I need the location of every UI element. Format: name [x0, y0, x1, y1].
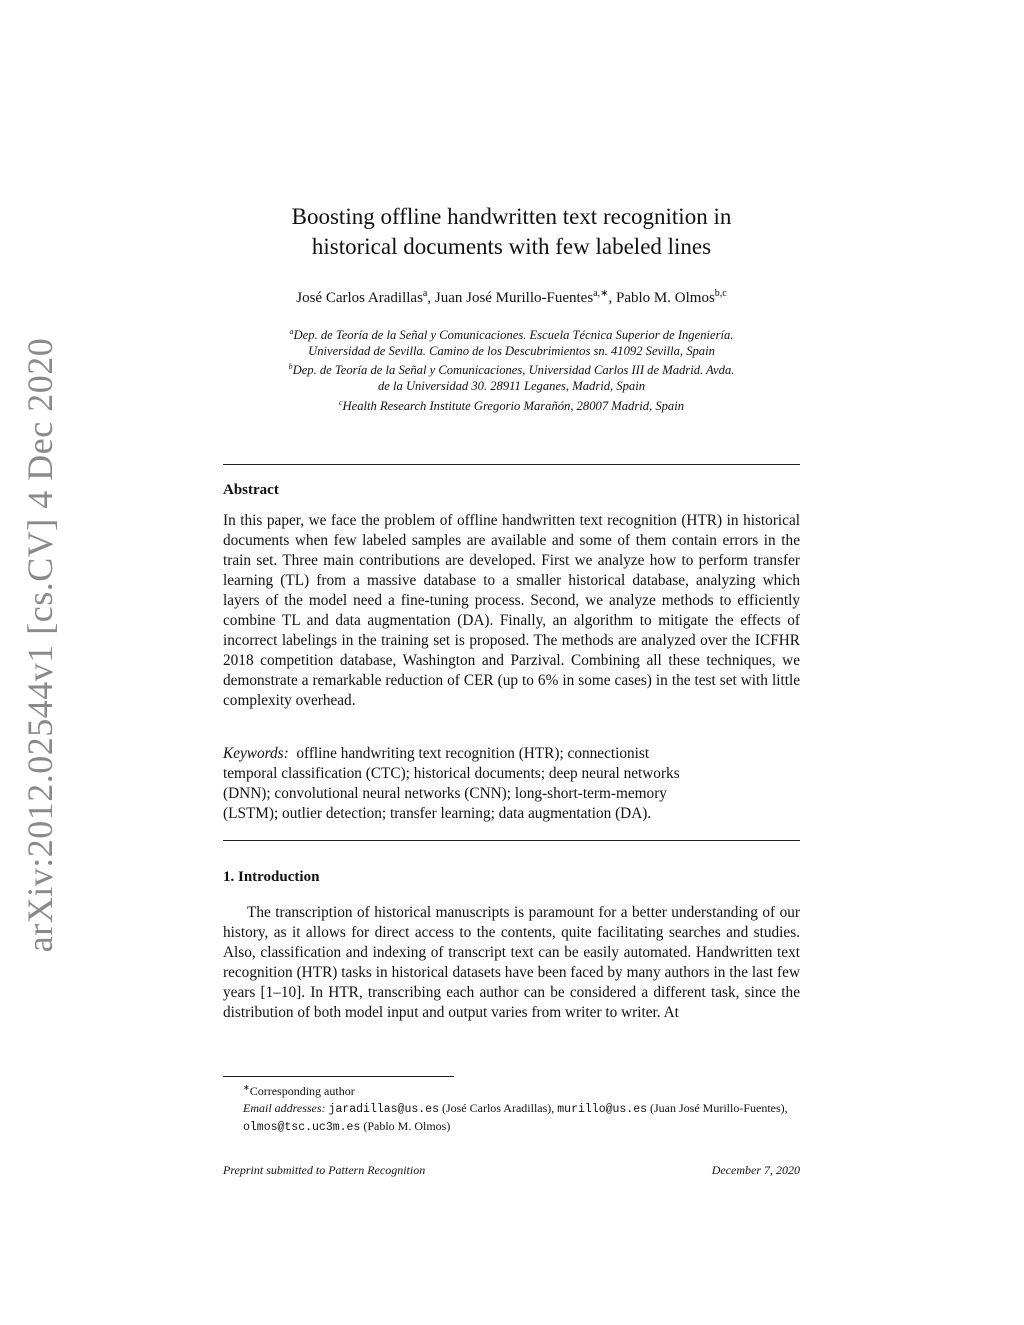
- footnotes: [223, 1079, 800, 1136]
- title-line-1: Boosting offline handwritten text recognition in: [291, 204, 732, 229]
- keywords-line: (DNN); convolutional neural networks (CNN); long-short-term-memory: [223, 785, 667, 802]
- author-name: José Carlos Aradillas: [296, 290, 423, 306]
- author-name: Juan José Murillo-Fuentes: [434, 290, 594, 306]
- email-link[interactable]: murillo@us.es: [557, 1103, 647, 1116]
- author-affil-mark: a,∗: [593, 288, 609, 299]
- affiliation-mark: a: [289, 327, 294, 336]
- affiliation-text: Health Research Institute Gregorio Marañón, 28007 Madrid, Spain: [342, 398, 685, 413]
- footnote-emails: [223, 1100, 800, 1136]
- footer-journal: Preprint submitted to Pattern Recognition: [223, 1163, 426, 1177]
- affiliation-text: Universidad de Sevilla. Camino de los Descubrimientos sn. 41092 Sevilla, Spain: [308, 343, 715, 358]
- email-link[interactable]: jaradillas@us.es: [328, 1103, 439, 1116]
- keywords-text: offline handwriting text recognition (HTR); connectionist: [296, 745, 650, 762]
- affiliation-text: Dep. de Teoría de la Señal y Comunicaciones. Escuela Técnica Superior de Ingeniería.: [293, 328, 734, 343]
- arxiv-stamp: [14, 337, 66, 953]
- footnote-mark: ∗: [243, 1083, 250, 1092]
- keywords-label: Keywords:: [223, 745, 289, 762]
- affiliation-text: de la Universidad 30. 28911 Leganes, Madrid, Spain: [377, 379, 645, 394]
- title-line-2: historical documents with few labeled lines: [311, 234, 712, 259]
- author-affil-mark: a: [422, 288, 428, 299]
- email-owner: (Juan José Murillo-Fuentes),: [650, 1101, 788, 1115]
- footnote-rule: [223, 1076, 454, 1077]
- author-list: [223, 288, 800, 307]
- email-link[interactable]: olmos@tsc.uc3m.es: [243, 1121, 361, 1134]
- affiliation-text: Dep. de Teoría de la Señal y Comunicaciones, Universidad Carlos III de Madrid. Avda.: [292, 363, 735, 378]
- abstract-bottom-rule: [223, 840, 800, 841]
- keywords-line: [223, 744, 800, 764]
- affiliation-line: [223, 395, 800, 415]
- paper-title: [223, 202, 800, 262]
- affiliation-line: [223, 379, 800, 395]
- author-separator: ,: [608, 290, 617, 306]
- affiliation-line: [223, 324, 800, 344]
- author-affil-mark: b,c: [714, 288, 727, 299]
- affiliation-mark: b: [288, 362, 293, 372]
- keywords: [223, 744, 800, 824]
- arxiv-stamp-text: arXiv:2012.02544v1 [cs.CV] 4 Dec 2020: [20, 337, 60, 953]
- author-name: Pablo M. Olmos: [616, 290, 715, 306]
- page-footer: [223, 1163, 800, 1178]
- affiliation-line: [223, 359, 800, 379]
- email-owner: (Pablo M. Olmos): [363, 1119, 451, 1133]
- affiliations: [223, 324, 800, 415]
- email-label: Email addresses:: [243, 1101, 326, 1115]
- footnote-corresponding-text: Corresponding author: [249, 1084, 355, 1098]
- author-separator: ,: [427, 290, 435, 306]
- email-owner: (José Carlos Aradillas),: [441, 1101, 555, 1115]
- abstract-heading: Abstract: [223, 482, 279, 498]
- footnote-corresponding: [223, 1079, 800, 1100]
- affiliation-line: [223, 344, 800, 360]
- abstract-top-rule: [223, 464, 800, 465]
- affiliation-mark: c: [338, 397, 343, 407]
- abstract-text: In this paper, we face the problem of offline handwritten text recognition (HTR) in historical documents when few labeled samples are available and some of them contain errors in the train set. Three main contributions are developed. First we analyze how to perform transfer learning (TL) from a massive database to a smaller historical database, analyzing which layers of the model need a fine-tuning process. Second, we analyze methods to efficiently combine TL and data augmentation (DA). Finally, an algorithm to mitigate the effects of incorrect labelings in the training set is proposed. The methods are analyzed over the ICFHR 2018 competition database, Washington and Parzival. Combining all these techniques, we demonstrate a remarkable reduction of CER (up to 6% in some cases) in the test set with little complexity overhead.: [223, 512, 800, 709]
- introduction-text: The transcription of historical manuscripts is paramount for a better understanding of our history, as it allows for direct access to the contents, quite facilitating searches and studies. Also, classification and indexing of transcript text can be easily automated. Handwritten text recognition (HTR) tasks in historical datasets have been faced by many authors in the last few years [1–10]. In HTR, transcribing each author can be considered a different task, since the distribution of both model input and output varies from writer to writer. At: [223, 904, 800, 1021]
- section-heading-introduction: 1. Introduction: [223, 869, 320, 885]
- keywords-line: (LSTM); outlier detection; transfer learning; data augmentation (DA).: [223, 805, 652, 822]
- footer-date: December 7, 2020: [711, 1163, 800, 1177]
- keywords-line: temporal classification (CTC); historical documents; deep neural networks: [223, 765, 680, 782]
